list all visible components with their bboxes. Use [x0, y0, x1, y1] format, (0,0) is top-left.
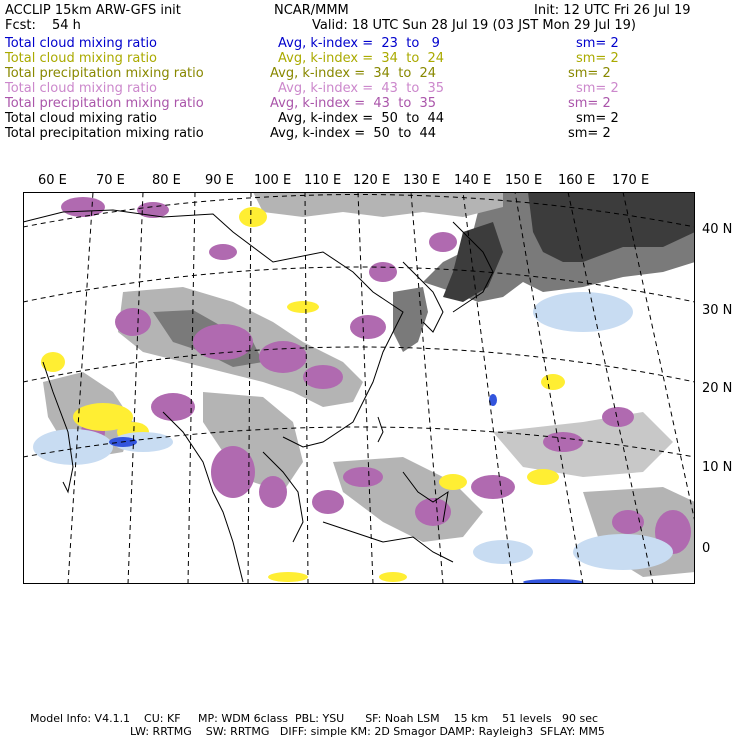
lat-label: 30 N — [702, 303, 733, 318]
cloud-patch — [239, 207, 267, 227]
precip-patch — [151, 393, 195, 421]
legend-name: Total precipitation mixing ratio — [5, 66, 204, 81]
legend-avg: Avg, k-index = 34 to 24 — [278, 51, 445, 66]
precip-patch — [259, 341, 307, 373]
cloud-patch — [573, 534, 673, 570]
lat-label: 40 N — [702, 222, 733, 237]
lat-label: 10 N — [702, 460, 733, 475]
legend-avg: Avg, k-index = 43 to 35 — [270, 96, 437, 111]
forecast-label: Fcst: — [5, 18, 36, 33]
legend-sm: sm= 2 — [568, 96, 611, 111]
lon-label: 90 E — [205, 173, 234, 188]
valid-time: Valid: 18 UTC Sun 28 Jul 19 (03 JST Mon 29 Jul 19) — [312, 18, 636, 33]
cloud-patch — [268, 572, 308, 582]
plot-title: ACCLIP 15km ARW-GFS init — [5, 3, 181, 18]
legend-sm: sm= 2 — [568, 66, 611, 81]
cloud-patch — [541, 374, 565, 390]
forecast-map — [23, 192, 695, 584]
legend-name: Total cloud mixing ratio — [5, 36, 158, 51]
precip-patch — [369, 262, 397, 282]
lon-label: 60 E — [38, 173, 67, 188]
cloud-patch — [287, 301, 319, 313]
legend-sm: sm= 2 — [576, 81, 619, 96]
lon-label: 120 E — [353, 173, 391, 188]
lon-label: 80 E — [152, 173, 181, 188]
precip-patch — [471, 475, 515, 499]
legend-avg: Avg, k-index = 23 to 9 — [278, 36, 440, 51]
lat-label: 0 — [702, 541, 711, 556]
cloud-patch — [379, 572, 407, 582]
lat-label: 20 N — [702, 381, 733, 396]
legend-avg: Avg, k-index = 50 to 44 — [270, 126, 437, 141]
legend-sm: sm= 2 — [576, 36, 619, 51]
init-time: Init: 12 UTC Fri 26 Jul 19 — [534, 3, 691, 18]
cloud-patch — [33, 429, 113, 465]
precip-patch — [343, 467, 383, 487]
precip-patch — [429, 232, 457, 252]
precip-patch — [350, 315, 386, 339]
model-info-line-1: Model Info: V4.1.1 CU: KF MP: WDM 6class PBL: YSU SF: Noah LSM 15 km 51 levels 90 sec — [30, 712, 599, 725]
lon-label: 110 E — [304, 173, 342, 188]
lon-label: 140 E — [454, 173, 492, 188]
legend-name: Total precipitation mixing ratio — [5, 126, 204, 141]
lon-label: 130 E — [403, 173, 441, 188]
precip-patch — [303, 365, 343, 389]
legend-name: Total cloud mixing ratio — [5, 51, 158, 66]
cloud-patch — [533, 292, 633, 332]
lon-label: 170 E — [612, 173, 650, 188]
legend-avg: Avg, k-index = 34 to 24 — [270, 66, 437, 81]
lon-label: 70 E — [96, 173, 125, 188]
cloud-patch — [527, 469, 559, 485]
legend-sm: sm= 2 — [576, 51, 619, 66]
cloud-patch — [41, 352, 65, 372]
precip-patch — [543, 432, 583, 452]
cloud-patch — [439, 474, 467, 490]
legend-name: Total cloud mixing ratio — [5, 111, 158, 126]
precip-patch — [209, 244, 237, 260]
lon-label: 100 E — [254, 173, 292, 188]
organization-label: NCAR/MMM — [274, 3, 349, 18]
legend-name: Total cloud mixing ratio — [5, 81, 158, 96]
legend-sm: sm= 2 — [568, 126, 611, 141]
precip-patch — [312, 490, 344, 514]
legend-avg: Avg, k-index = 43 to 35 — [278, 81, 445, 96]
precip-patch — [259, 476, 287, 508]
lon-label: 150 E — [505, 173, 543, 188]
legend-sm: sm= 2 — [576, 111, 619, 126]
lon-label: 160 E — [558, 173, 596, 188]
legend-avg: Avg, k-index = 50 to 44 — [278, 111, 445, 126]
cloud-patch — [473, 540, 533, 564]
legend-name: Total precipitation mixing ratio — [5, 96, 204, 111]
precip-patch — [115, 308, 151, 336]
forecast-hour: 54 h — [52, 18, 81, 33]
model-info-line-2: LW: RRTMG SW: RRTMG DIFF: simple KM: 2D Smagor DAMP: Rayleigh3 SFLAY: MM5 — [130, 725, 605, 738]
